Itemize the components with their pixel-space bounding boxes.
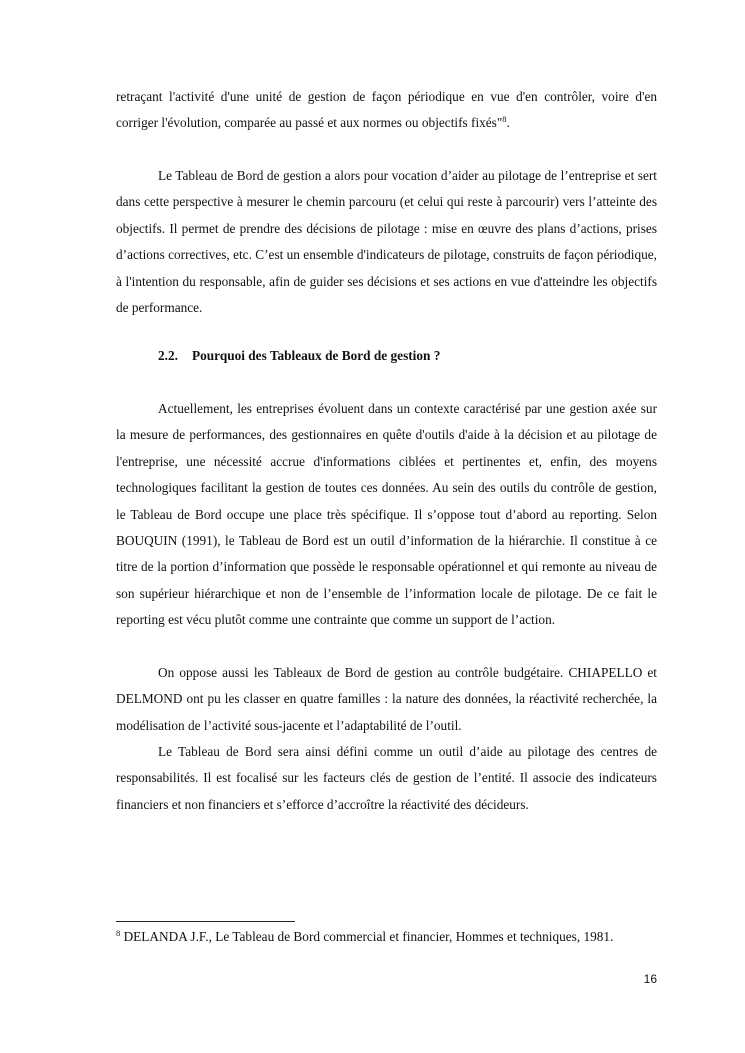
footnote-text: DELANDA J.F., Le Tableau de Bord commercial et financier, Hommes et techniques, 1981. bbox=[120, 929, 614, 944]
footnote-number: 8 bbox=[116, 928, 121, 938]
footnote-separator bbox=[116, 921, 295, 922]
paragraph-tableau-vocation: Le Tableau de Bord de gestion a alors pour vocation d’aider au pilotage de l’entreprise et sert dans cette perspective à mesurer le chemin parcouru (et celui qui reste à parcourir) vers l’atteinte des objectifs. Il permet de prendre des décisions de pilotage : mise en œuvre des plans d’actions, prises d’actions correctives, etc. C’est un ensemble d'indicateurs de pilotage, construits de façon périodique, à l'intention du responsable, afin de guider ses décisions et ses actions en vue d'atteindre les objectifs de performance. bbox=[116, 168, 657, 316]
paragraph-text: retraçant l'activité d'une unité de gestion de façon périodique en vue d'en contrôler, voire d'en corriger l'évolution, comparée au passé et aux normes ou objectifs fixés" bbox=[116, 89, 657, 131]
paragraph-end: . bbox=[506, 115, 510, 131]
section-title: Pourquoi des Tableaux de Bord de gestion ? bbox=[192, 348, 441, 363]
section-number: 2.2. bbox=[158, 348, 178, 363]
paragraph-context: Actuellement, les entreprises évoluent dans un contexte caractérisé par une gestion axée sur la mesure de performances, des gestionnaires en quête d'outils d'aide à la décision et au pilotage de l'entreprise, une nécessité accrue d'informations ciblées et pertinentes et, enfin, des moyens technologiques facilitant la gestion de toutes ces données. Au sein des outils du contrôle de gestion, le Tableau de Bord occupe une place très spécifique. Il s’oppose tout d’abord au reporting. Selon BOUQUIN (1991), le Tableau de Bord est un outil d’information de la hiérarchie. Il constitue à ce titre de la portion d’information que possède le responsable opérationnel et qui remonte au niveau de son supérieur hiérarchique et non de l’ensemble de l’information locale de pilotage. De ce fait le reporting est vécu plutôt comme une contrainte que comme un support de l’action. bbox=[116, 401, 657, 628]
paragraph-definition: Le Tableau de Bord sera ainsi défini comme un outil d’aide au pilotage des centres de responsabilités. Il est focalisé sur les facteurs clés de gestion de l’entité. Il associe des indicateurs financiers et non financiers et s’efforce d’accroître la réactivité des décideurs. bbox=[116, 744, 657, 812]
footnote-reference[interactable]: 8 bbox=[502, 114, 507, 125]
footnote bbox=[116, 928, 657, 945]
paragraph-continuation bbox=[116, 84, 657, 137]
section-heading bbox=[158, 343, 440, 369]
paragraph-budget-control: On oppose aussi les Tableaux de Bord de gestion au contrôle budgétaire. CHIAPELLO et DELMOND ont pu les classer en quatre familles : la nature des données, la réactivité recherchée, la modélisation de l’activité sous-jacente et l’adaptabilité de l’outil. bbox=[116, 665, 657, 733]
page-number: 16 bbox=[643, 972, 657, 986]
